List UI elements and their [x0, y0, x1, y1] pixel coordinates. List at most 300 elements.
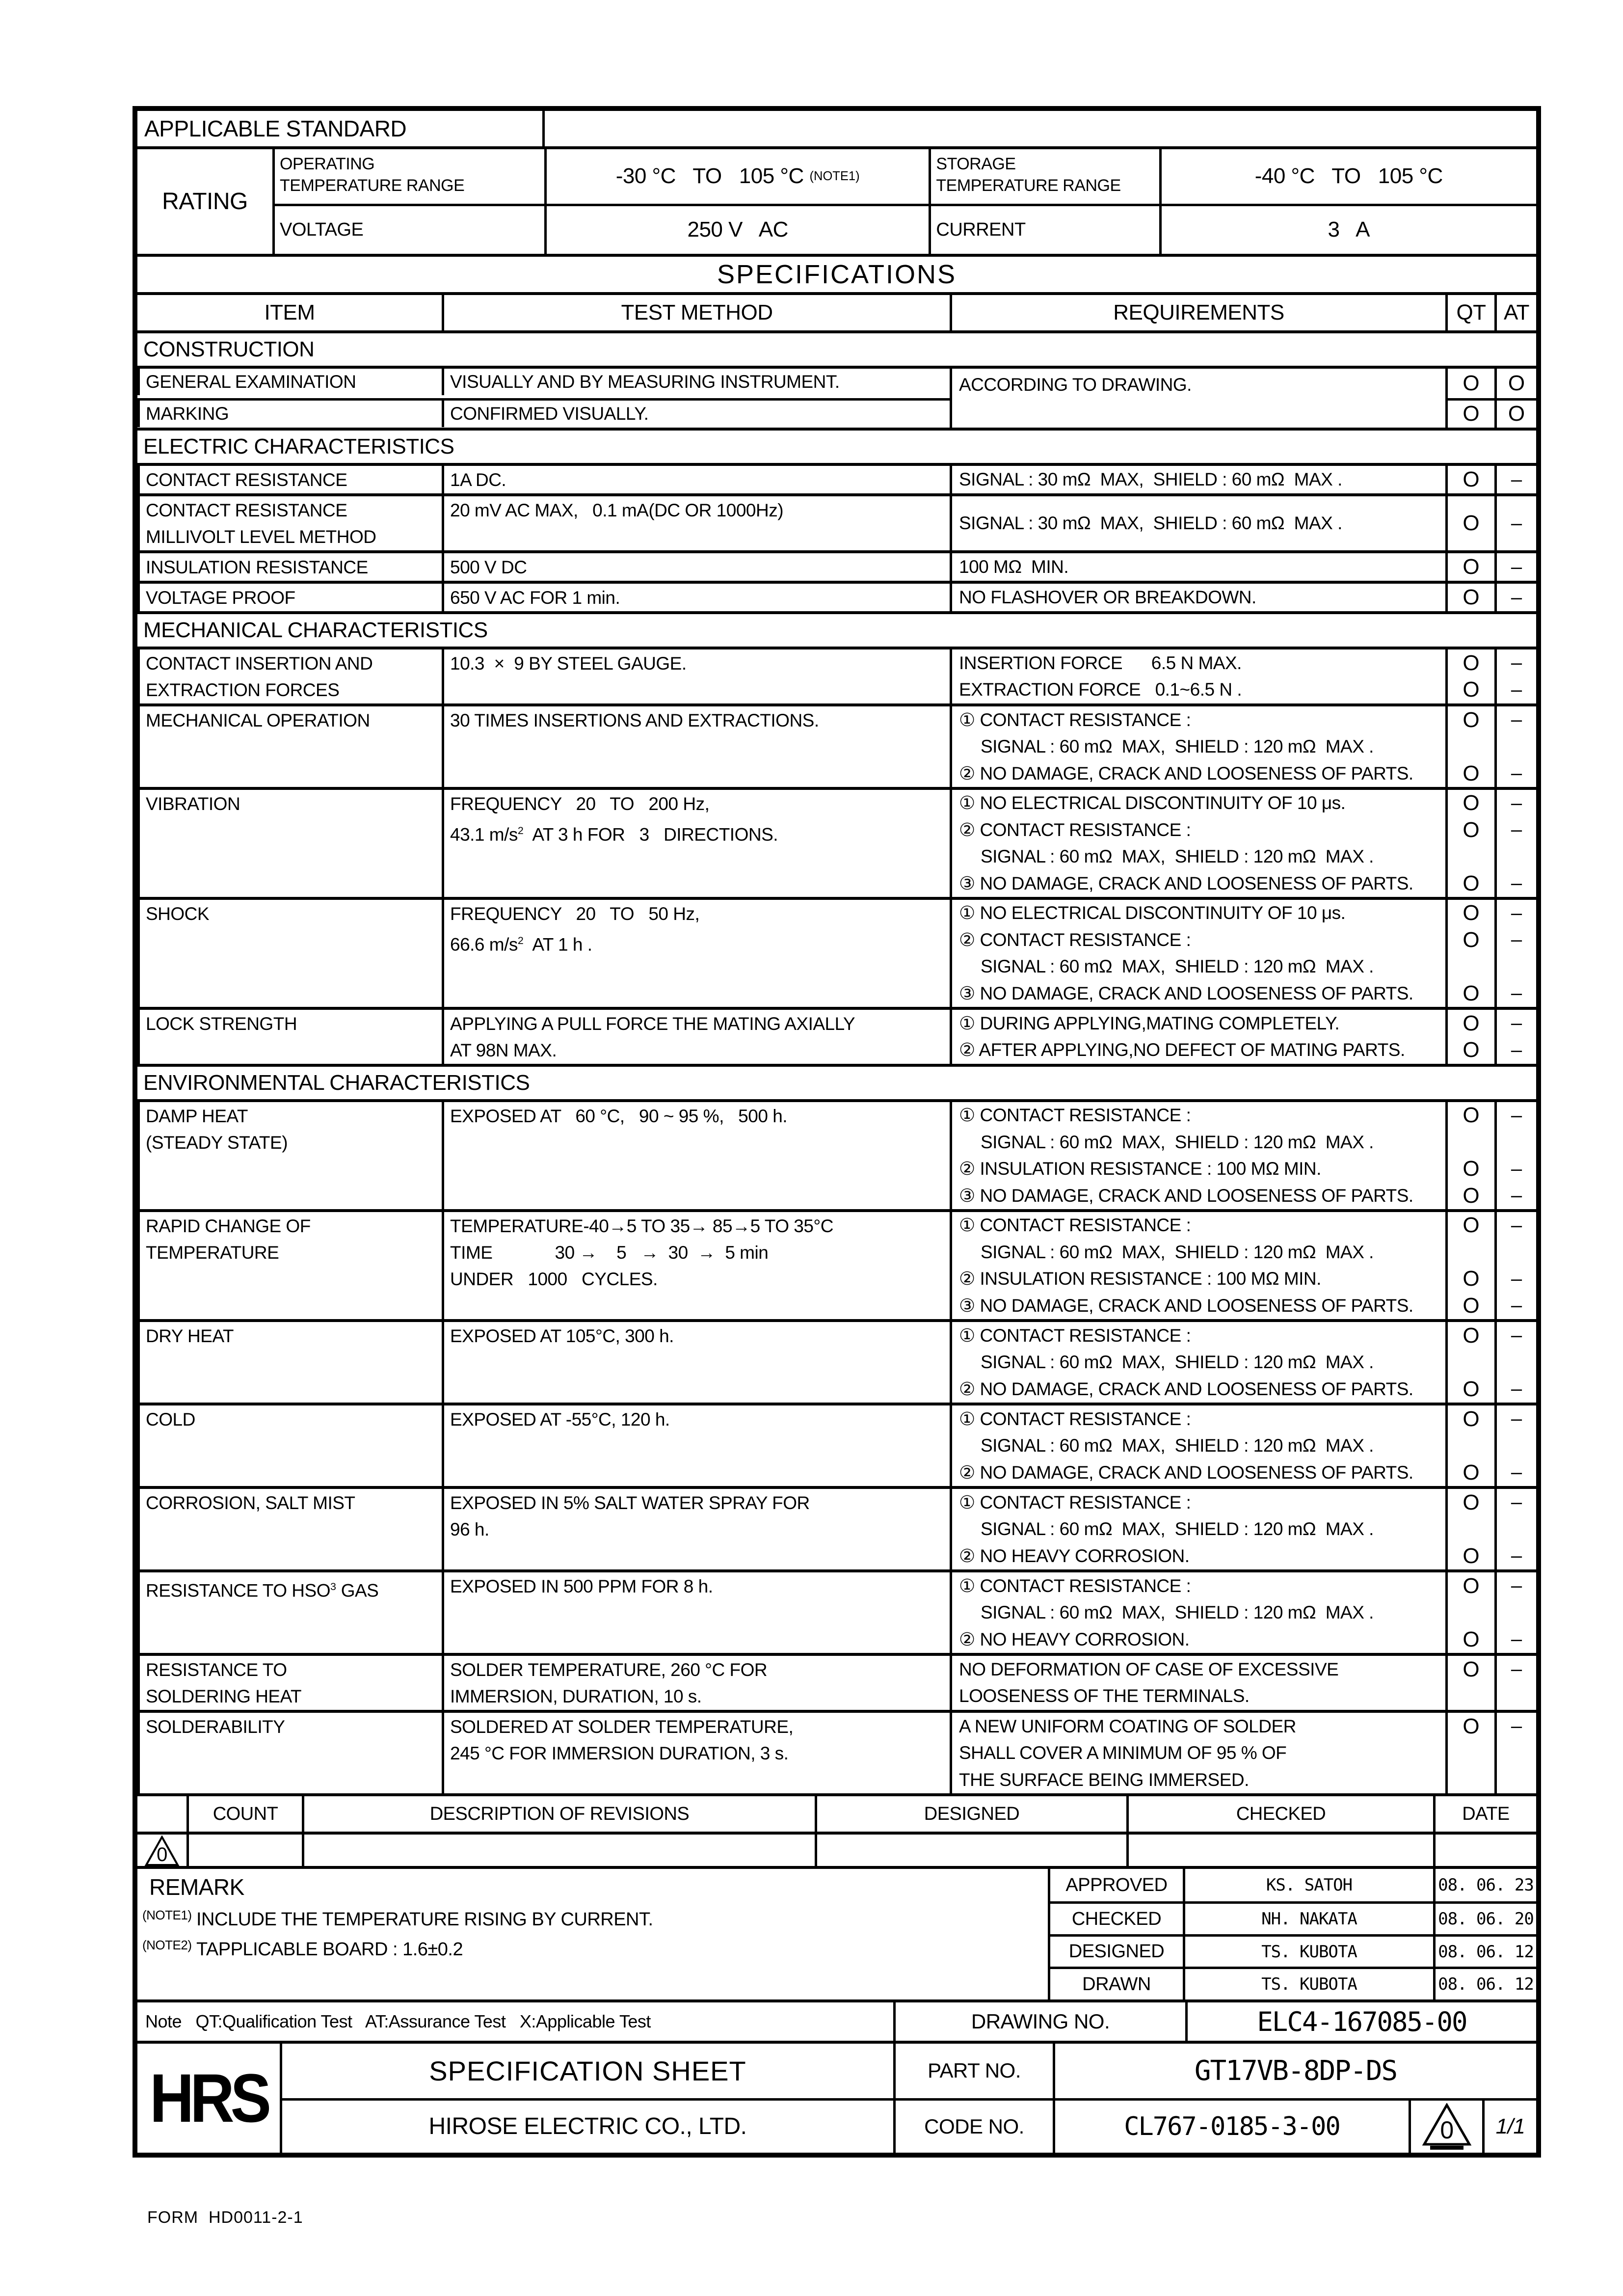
rating-label: RATING [162, 189, 248, 215]
method-cell [442, 1212, 950, 1319]
spec-row [137, 550, 1536, 581]
applicable-standard-label: APPLICABLE STANDARD [144, 116, 407, 141]
item-line: CONTACT INSERTION AND [146, 653, 373, 674]
qt-cell [1445, 1713, 1494, 1793]
revision-mark-column [137, 1796, 186, 1832]
note1-tag: (NOTE1) [142, 1908, 192, 1922]
revision-entry-row [137, 1832, 1536, 1866]
method-line: TIME 30 → 5 → 30 → 5 min [450, 1243, 769, 1263]
revision-header-row [137, 1793, 1536, 1832]
requirement-line: ② INSULATION RESISTANCE : 100 MΩ MIN. [959, 1269, 1321, 1289]
requirement-line: EXTRACTION FORCE 0.1~6.5 N . [959, 679, 1242, 700]
qt-cell [1445, 649, 1494, 703]
requirement-line: ② NO HEAVY CORROSION. [959, 1629, 1190, 1649]
requirement-line: ② NO HEAVY CORROSION. [959, 1545, 1190, 1566]
method-line: 96 h. [450, 1519, 489, 1540]
at-mark: – [1511, 872, 1522, 894]
qt-mark: O [1463, 1543, 1480, 1568]
qt-cell [1445, 1489, 1494, 1569]
method-line: IMMERSION, DURATION, 10 s. [450, 1686, 702, 1706]
qt-cell [1445, 1572, 1494, 1653]
qt-cell [1445, 1212, 1494, 1319]
requirement-line: ① CONTACT RESISTANCE : [959, 709, 1191, 730]
requirements-cell [950, 706, 1445, 787]
code-no-value: CL767-0185-3-00 [1053, 2101, 1409, 2153]
drawn-date: 08. 06. 12 [1433, 1969, 1536, 1999]
approved-name: KS. SATOH [1183, 1869, 1433, 1901]
revision-entry-description [302, 1835, 815, 1866]
spec-row [137, 1486, 1536, 1569]
item-cell [137, 1713, 442, 1793]
requirements-cell [950, 1489, 1445, 1569]
at-mark: – [1511, 982, 1522, 1004]
requirements-cell [950, 790, 1445, 897]
item-cell: MARKING [137, 401, 442, 427]
qt-mark: O [1463, 677, 1480, 702]
hrs-logo [137, 2044, 280, 2153]
item-line: MECHANICAL OPERATION [146, 710, 370, 730]
requirements-cell [950, 1656, 1445, 1710]
at-mark: – [1511, 1185, 1522, 1207]
requirement-line: ③ NO DAMAGE, CRACK AND LOOSENESS OF PARTS. [959, 1185, 1413, 1206]
qt-mark: O [1463, 1213, 1480, 1238]
applicable-standard-value [542, 111, 1536, 146]
storage-temp-label: STORAGE TEMPERATURE RANGE [929, 149, 1159, 204]
spec-row [137, 581, 1536, 611]
item-line: CONTACT RESISTANCE [146, 470, 347, 490]
qt-mark: O [1463, 981, 1480, 1005]
at-cell [1494, 790, 1536, 897]
spec-row [137, 1007, 1536, 1064]
item-cell [137, 1212, 442, 1319]
method-line: EXPOSED AT -55°C, 120 h. [450, 1409, 670, 1430]
item-line: COLD [146, 1409, 195, 1430]
at-mark: – [1511, 1214, 1522, 1236]
qt-mark: O [1463, 511, 1480, 535]
storage-temp-value: -40 °C TO 105 °C [1159, 149, 1536, 204]
at-mark: – [1511, 1545, 1522, 1567]
part-no-value: GT17VB-8DP-DS [1053, 2044, 1536, 2098]
rating-row-electrical [275, 204, 1536, 254]
requirement-line: ② NO DAMAGE, CRACK AND LOOSENESS OF PARTS. [959, 1462, 1413, 1483]
at-mark [1497, 1767, 1536, 1793]
requirement-line: SIGNAL : 60 mΩ MAX, SHIELD : 120 mΩ MAX . [981, 1352, 1374, 1372]
qt-mark: O [1463, 1490, 1480, 1514]
method-line: TEMPERATURE-40→5 TO 35→ 85→5 TO 35°C [450, 1216, 833, 1236]
item-line: RAPID CHANGE OF [146, 1216, 311, 1236]
item-cell [137, 1489, 442, 1569]
at-mark: – [1511, 1461, 1522, 1483]
revision-header-date: DATE [1433, 1796, 1536, 1832]
at-mark: – [1511, 709, 1522, 730]
qt-mark: O [1463, 585, 1480, 609]
requirement-line: 100 MΩ MIN. [959, 557, 1069, 577]
qt-mark: O [1463, 1714, 1480, 1738]
requirement-line: ② CONTACT RESISTANCE : [959, 819, 1191, 840]
item-cell [137, 1322, 442, 1403]
company-name: HIROSE ELECTRIC CO., LTD. [280, 2101, 893, 2153]
method-line: 1A DC. [450, 470, 506, 490]
qt-mark: O [1463, 707, 1480, 732]
rating-row-temperature [275, 149, 1536, 204]
note1-text: INCLUDE THE TEMPERATURE RISING BY CURRENT. [196, 1909, 653, 1930]
method-line: 500 V DC [450, 557, 527, 577]
at-mark: – [1511, 556, 1522, 578]
requirement-line: SIGNAL : 60 mΩ MAX, SHIELD : 120 mΩ MAX . [981, 736, 1374, 756]
item-line: RESISTANCE TO HSO$^3$ GAS [146, 1580, 379, 1601]
qt-cell [1445, 900, 1494, 1007]
requirements-cell [950, 584, 1445, 611]
checked-label: CHECKED [1048, 1904, 1183, 1934]
spec-row [137, 897, 1536, 1007]
requirement-line: ③ NO DAMAGE, CRACK AND LOOSENESS OF PARTS. [959, 983, 1413, 1003]
requirement-line: INSERTION FORCE 6.5 N MAX. [959, 652, 1242, 673]
at-mark: – [1511, 1039, 1522, 1061]
method-line: 30 TIMES INSERTIONS AND EXTRACTIONS. [450, 710, 819, 730]
qt-mark [1448, 843, 1494, 870]
at-mark: – [1511, 762, 1522, 784]
spec-row [137, 1653, 1536, 1710]
at-mark: – [1511, 1575, 1522, 1596]
requirements-cell [950, 1212, 1445, 1319]
qt-mark [1448, 1599, 1494, 1626]
form-number: FORM HD0011-2-1 [147, 2208, 303, 2227]
qt-mark: O [1463, 1460, 1480, 1485]
designed-label: DESIGNED [1048, 1937, 1183, 1967]
requirements-cell [950, 649, 1445, 703]
requirement-line: SHALL COVER A MINIMUM OF 95 % OF [959, 1743, 1287, 1763]
method-line: 10.3 × 9 BY STEEL GAUGE. [450, 653, 687, 674]
item-cell [137, 1572, 442, 1653]
requirement-line: A NEW UNIFORM COATING OF SOLDER [959, 1716, 1296, 1736]
method-cell [442, 706, 950, 787]
at-cell [1494, 649, 1536, 703]
item-line: SOLDERABILITY [146, 1717, 285, 1737]
at-cell [1494, 706, 1536, 787]
remark-note-1 [137, 1909, 1048, 1930]
at-mark [1497, 1349, 1536, 1376]
at-cell [1494, 1102, 1536, 1209]
requirement-line: ③ NO DAMAGE, CRACK AND LOOSENESS OF PARTS. [959, 1295, 1413, 1316]
part-no-label: PART NO. [893, 2044, 1053, 2098]
approval-row-designed [1048, 1934, 1536, 1967]
spec-row [137, 647, 1536, 703]
requirement-line: NO FLASHOVER OR BREAKDOWN. [959, 587, 1256, 607]
part-no-row [280, 2044, 1536, 2098]
spec-row [137, 1403, 1536, 1486]
method-cell [442, 649, 950, 703]
qt-mark: O [1463, 1377, 1480, 1401]
merged-subrow [137, 369, 950, 398]
method-cell [442, 1102, 950, 1209]
method-line: EXPOSED IN 500 PPM FOR 8 h. [450, 1576, 713, 1596]
spec-row [137, 1710, 1536, 1793]
remark-title: REMARK [149, 1874, 244, 1900]
at-mark: – [1511, 1408, 1522, 1430]
spec-row-merged [137, 366, 1536, 428]
qt-mark: O [1448, 398, 1494, 428]
at-mark: O [1508, 371, 1525, 395]
at-mark: – [1511, 1158, 1522, 1180]
item-line: CONTACT RESISTANCE [146, 500, 347, 520]
at-cell [1494, 1322, 1536, 1403]
item-line: (STEADY STATE) [146, 1133, 288, 1153]
section-title: ENVIRONMENTAL CHARACTERISTICS [137, 1064, 1536, 1099]
requirement-line: ② CONTACT RESISTANCE : [959, 929, 1191, 950]
requirements-cell [950, 553, 1445, 581]
requirement-line: ② NO DAMAGE, CRACK AND LOOSENESS OF PARTS. [959, 1378, 1413, 1399]
method-line: 20 mV AC MAX, 0.1 mA(DC OR 1000Hz) [450, 500, 784, 520]
item-line: INSULATION RESISTANCE [146, 557, 368, 577]
at-mark [1497, 733, 1536, 760]
method-cell [442, 900, 950, 1007]
method-cell [442, 466, 950, 493]
qt-mark: O [1463, 1183, 1480, 1208]
requirement-line: ① NO ELECTRICAL DISCONTINUITY OF 10 μs. [959, 903, 1346, 923]
designed-name: TS. KUBOTA [1183, 1937, 1433, 1967]
at-mark: – [1511, 1628, 1522, 1650]
item-line: LOCK STRENGTH [146, 1014, 297, 1034]
at-cell [1494, 900, 1536, 1007]
qt-mark [1448, 1516, 1494, 1542]
item-cell [137, 584, 442, 611]
method-line: EXPOSED IN 5% SALT WATER SPRAY FOR [450, 1493, 810, 1513]
qt-mark: O [1463, 1323, 1480, 1348]
checked-date: 08. 06. 20 [1433, 1904, 1536, 1934]
drawn-name: TS. KUBOTA [1183, 1969, 1433, 1999]
approval-row-drawn [1048, 1967, 1536, 1999]
qt-mark: O [1463, 1657, 1480, 1681]
note2-tag: (NOTE2) [142, 1938, 192, 1952]
qt-mark: O [1463, 1103, 1480, 1128]
voltage-label: VOLTAGE [280, 219, 364, 241]
requirement-line: SIGNAL : 60 mΩ MAX, SHIELD : 120 mΩ MAX . [981, 1602, 1374, 1622]
section-title: CONSTRUCTION [137, 330, 1536, 366]
requirement-line: LOOSENESS OF THE TERMINALS. [959, 1686, 1250, 1706]
method-line: SOLDER TEMPERATURE, 260 °C FOR [450, 1660, 768, 1680]
at-cell [1494, 1489, 1536, 1569]
method-cell [442, 496, 950, 550]
requirements-cell [950, 900, 1445, 1007]
item-line: TEMPERATURE [146, 1243, 279, 1263]
qt-mark [1448, 1432, 1494, 1459]
spec-row [137, 1099, 1536, 1209]
remark-area [137, 1869, 1048, 1999]
item-line: SHOCK [146, 904, 210, 924]
approved-label: APPROVED [1048, 1869, 1183, 1901]
test-legend-note: Note QT:Qualification Test AT:Assurance Test X:Applicable Test [145, 2011, 651, 2031]
requirement-line: ① CONTACT RESISTANCE : [959, 1492, 1191, 1513]
qt-mark: O [1463, 555, 1480, 579]
qt-cell [1445, 553, 1494, 581]
at-cell [1494, 1713, 1536, 1793]
at-mark: – [1511, 1104, 1522, 1126]
qt-cell [1445, 466, 1494, 493]
header-requirements: REQUIREMENTS [950, 295, 1445, 330]
page-number: 1/1 [1482, 2101, 1536, 2153]
method-cell [442, 1405, 950, 1486]
requirements-cell [950, 1572, 1445, 1653]
qt-mark: O [1463, 371, 1480, 395]
requirement-line: SIGNAL : 60 mΩ MAX, SHIELD : 120 mΩ MAX . [981, 846, 1374, 867]
requirement-line: NO DEFORMATION OF CASE OF EXCESSIVE [959, 1659, 1339, 1679]
item-cell [137, 1405, 442, 1486]
at-mark: – [1511, 1491, 1522, 1513]
requirements-cell [950, 1010, 1445, 1064]
at-mark: – [1511, 902, 1522, 924]
qt-mark: O [1463, 761, 1480, 785]
approval-row-checked [1048, 1901, 1536, 1934]
code-no-label: CODE NO. [893, 2101, 1053, 2153]
section-title: MECHANICAL CHARACTERISTICS [137, 611, 1536, 647]
at-mark: – [1511, 929, 1522, 951]
method-cell [442, 1572, 950, 1653]
requirements-cell [950, 369, 1445, 428]
at-cell [1494, 1656, 1536, 1710]
checked-name: NH. NAKATA [1183, 1904, 1433, 1934]
header-test-method: TEST METHOD [442, 295, 950, 330]
revision-entry-mark-cell [137, 1835, 186, 1866]
method-cell [442, 1713, 950, 1793]
method-cell [442, 1656, 950, 1710]
footer-triangle-icon [1421, 2103, 1472, 2150]
method-cell [442, 790, 950, 897]
method-line: EXPOSED AT 105°C, 300 h. [450, 1326, 674, 1346]
item-cell [137, 496, 442, 550]
drawn-label: DRAWN [1048, 1969, 1183, 1999]
applicable-standard-row [137, 111, 1536, 146]
note2-text: TAPPLICABLE BOARD : 1.6±0.2 [196, 1939, 463, 1960]
qt-mark [1448, 1349, 1494, 1376]
requirement-line: ② AFTER APPLYING,NO DEFECT OF MATING PARTS. [959, 1040, 1405, 1060]
revision-entry-date [1433, 1835, 1536, 1866]
at-mark: – [1511, 792, 1522, 814]
item-cell [137, 1102, 442, 1209]
method-line: APPLYING A PULL FORCE THE MATING AXIALLY [450, 1014, 855, 1034]
at-mark: – [1511, 586, 1522, 608]
spec-row [137, 463, 1536, 493]
requirement-line: ① CONTACT RESISTANCE : [959, 1215, 1191, 1236]
item-cell [137, 649, 442, 703]
requirement-line: ACCORDING TO DRAWING. [959, 375, 1192, 395]
at-column [1494, 369, 1536, 428]
qt-mark: O [1463, 791, 1480, 815]
item-line: VOLTAGE PROOF [146, 588, 295, 608]
at-mark: – [1511, 819, 1522, 841]
current-label: CURRENT [929, 206, 1159, 254]
item-line: DAMP HEAT [146, 1106, 248, 1126]
footer-triangle-cell [1409, 2101, 1482, 2153]
requirement-line: ① CONTACT RESISTANCE : [959, 1105, 1191, 1126]
header-item: ITEM [264, 300, 315, 324]
qt-cell [1445, 1405, 1494, 1486]
method-line: EXPOSED AT 60 °C, 90 ~ 95 %, 500 h. [450, 1106, 788, 1126]
merged-left [137, 369, 950, 428]
requirement-line: SIGNAL : 60 mΩ MAX, SHIELD : 120 mΩ MAX . [981, 1242, 1374, 1262]
revision-triangle-icon [144, 1836, 180, 1866]
qt-column [1445, 369, 1494, 428]
requirements-cell [950, 466, 1445, 493]
requirements-cell [950, 496, 1445, 550]
current-value: 3 A [1159, 206, 1536, 254]
qt-mark [1448, 1767, 1494, 1793]
item-cell [137, 900, 442, 1007]
qt-cell [1445, 1656, 1494, 1710]
qt-cell [1445, 584, 1494, 611]
requirements-cell [950, 1713, 1445, 1793]
at-mark: – [1511, 1658, 1522, 1680]
method-line: 43.1 $m/s^2$ AT 3 h FOR 3 DIRECTIONS. [450, 824, 778, 845]
operating-temp-label: OPERATING TEMPERATURE RANGE [280, 155, 465, 195]
item-cell [137, 466, 442, 493]
qt-mark: O [1463, 1267, 1480, 1291]
qt-mark [1448, 953, 1494, 980]
item-cell [137, 706, 442, 787]
requirements-cell [950, 1322, 1445, 1403]
at-mark: – [1511, 1295, 1522, 1317]
item-line: RESISTANCE TO [146, 1660, 287, 1680]
requirements-cell [950, 1405, 1445, 1486]
at-mark: – [1511, 652, 1522, 674]
requirement-line: SIGNAL : 60 mΩ MAX, SHIELD : 120 mΩ MAX . [981, 1132, 1374, 1152]
at-cell [1494, 584, 1536, 611]
qt-mark: O [1463, 1573, 1480, 1598]
requirement-line: SIGNAL : 60 mΩ MAX, SHIELD : 120 mΩ MAX . [981, 1519, 1374, 1539]
at-mark [1497, 1516, 1536, 1542]
qt-mark: O [1463, 1627, 1480, 1651]
requirement-line: ① CONTACT RESISTANCE : [959, 1575, 1191, 1596]
qt-mark [1448, 1740, 1494, 1766]
method-line: FREQUENCY 20 TO 50 Hz, [450, 904, 700, 924]
method-cell [442, 1489, 950, 1569]
at-cell [1494, 553, 1536, 581]
qt-cell [1445, 790, 1494, 897]
spec-row [137, 1569, 1536, 1653]
revision-entry-checked [1126, 1835, 1433, 1866]
drawing-no-label: DRAWING NO. [893, 2002, 1185, 2041]
item-line: CORROSION, SALT MIST [146, 1493, 355, 1513]
revision-header-designed: DESIGNED [815, 1796, 1126, 1832]
voltage-value: 250 V AC [544, 206, 929, 254]
qt-mark: O [1463, 1157, 1480, 1181]
hrs-logo-text: HRS [150, 2060, 267, 2136]
at-cell [1494, 1405, 1536, 1486]
at-mark [1497, 1129, 1536, 1156]
item-cell: GENERAL EXAMINATION [137, 369, 442, 395]
at-mark [1497, 953, 1536, 980]
revision-entry-designed [815, 1835, 1126, 1866]
header-at: AT [1494, 295, 1536, 330]
method-cell [442, 553, 950, 581]
title-block [137, 2041, 1536, 2153]
qt-mark: O [1463, 901, 1480, 925]
requirement-line: THE SURFACE BEING IMMERSED. [959, 1769, 1249, 1790]
at-mark: – [1511, 1012, 1522, 1034]
qt-mark: O [1463, 927, 1480, 952]
item-cell [137, 553, 442, 581]
at-mark [1497, 843, 1536, 870]
requirements-cell [950, 1102, 1445, 1209]
spec-row [137, 787, 1536, 897]
at-mark [1497, 1239, 1536, 1266]
method-line: 650 V AC FOR 1 min. [450, 588, 620, 608]
requirement-line: ① NO ELECTRICAL DISCONTINUITY OF 10 μs. [959, 793, 1346, 813]
qt-cell [1445, 706, 1494, 787]
method-cell: VISUALLY AND BY MEASURING INSTRUMENT. [442, 369, 950, 395]
at-cell [1494, 1572, 1536, 1653]
section-title: ELECTRIC CHARACTERISTICS [137, 428, 1536, 463]
code-no-row [280, 2098, 1536, 2153]
